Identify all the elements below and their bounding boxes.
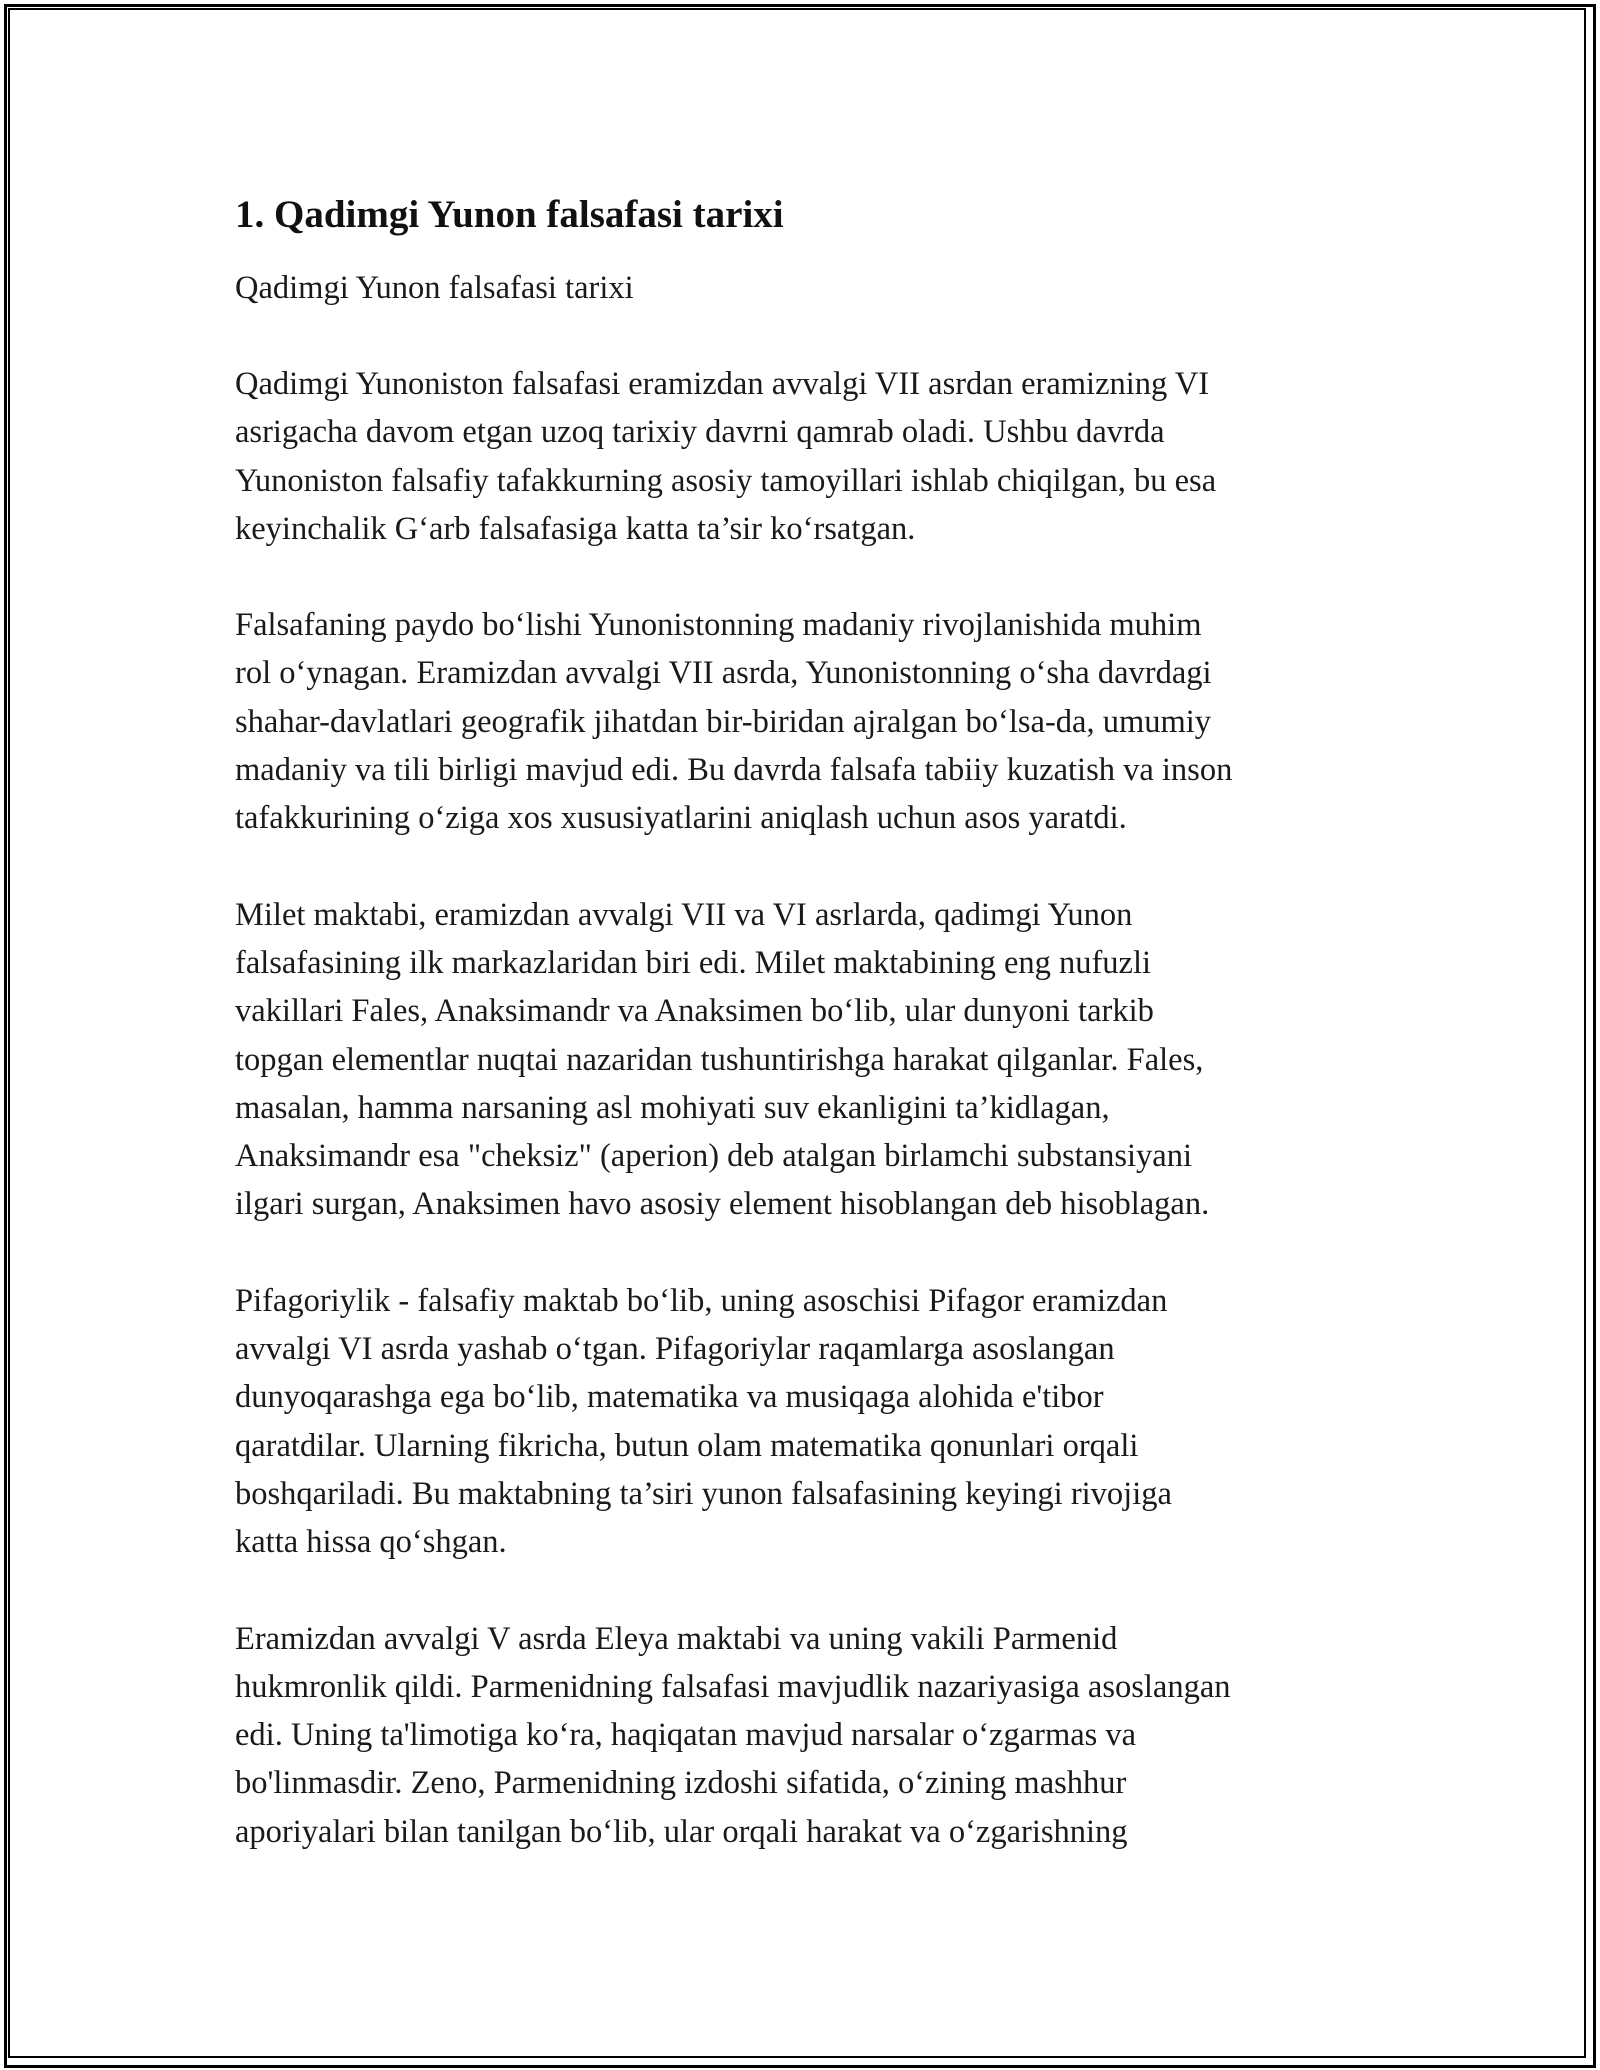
paragraph-line: rol o‘ynagan. Eramizdan avvalgi VII asrda, Yunonistonning o‘sha davrdagi bbox=[235, 655, 1212, 692]
paragraph-line: dunyoqarashga ega bo‘lib, matematika va musiqaga alohida e'tibor bbox=[235, 1379, 1104, 1416]
paragraph-1 bbox=[235, 360, 1370, 553]
paragraph-line: keyinchalik G‘arb falsafasiga katta ta’sir ko‘rsatgan. bbox=[235, 510, 916, 547]
paragraph-5 bbox=[235, 1615, 1370, 1856]
paragraph-line: falsafasining ilk markazlaridan biri edi. Milet maktabining eng nufuzli bbox=[235, 944, 1152, 981]
paragraph-line: madaniy va tili birligi mavjud edi. Bu davrda falsafa tabiiy kuzatish va inson bbox=[235, 752, 1233, 789]
paragraph-line: boshqariladi. Bu maktabning ta’siri yunon falsafasining keyingi rivojiga bbox=[235, 1475, 1172, 1512]
paragraph-line: vakillari Fales, Anaksimandr va Anaksimen bo‘lib, ular dunyoni tarkib bbox=[235, 993, 1154, 1030]
paragraph-line: Falsafaning paydo bo‘lishi Yunonistonning madaniy rivojlanishida muhim bbox=[235, 607, 1202, 644]
paragraph-3 bbox=[235, 891, 1370, 1229]
paragraph-2 bbox=[235, 601, 1370, 842]
subtitle: Qadimgi Yunon falsafasi tarixi bbox=[235, 270, 634, 306]
paragraph-line: ilgari surgan, Anaksimen havo asosiy element hisoblangan deb hisoblagan. bbox=[235, 1186, 1210, 1223]
paragraph-line: masalan, hamma narsaning asl mohiyati suv ekanligini ta’kidlagan, bbox=[235, 1089, 1110, 1126]
paragraph-line: Pifagoriylik - falsafiy maktab bo‘lib, uning asoschisi Pifagor eramizdan bbox=[235, 1282, 1168, 1319]
paragraph-line: shahar-davlatlari geografik jihatdan bir-biridan ajralgan bo‘lsa-da, umumiy bbox=[235, 703, 1212, 740]
paragraph-line: tafakkurining o‘ziga xos xususiyatlarini aniqlash uchun asos yaratdi. bbox=[235, 800, 1127, 837]
paragraph-line: Yunoniston falsafiy tafakkurning asosiy tamoyillari ishlab chiqilgan, bu esa bbox=[235, 462, 1217, 499]
paragraph-4 bbox=[235, 1277, 1370, 1567]
paragraph-line: Qadimgi Yunoniston falsafasi eramizdan avvalgi VII asrdan eramizning VI bbox=[235, 366, 1210, 402]
paragraph-line: hukmronlik qildi. Parmenidning falsafasi mavjudlik nazariyasiga asoslangan bbox=[235, 1668, 1231, 1705]
paragraph-line: katta hissa qo‘shgan. bbox=[235, 1524, 507, 1561]
document-body bbox=[235, 188, 1370, 1856]
paragraph-line: Milet maktabi, eramizdan avvalgi VII va VI asrlarda, qadimgi Yunon bbox=[235, 896, 1133, 933]
page-title: 1. Qadimgi Yunon falsafasi tarixi bbox=[235, 193, 784, 236]
paragraph-line: bo'linmasdir. Zeno, Parmenidning izdoshi sifatida, o‘zining mashhur bbox=[235, 1765, 1127, 1802]
paragraph-line: Anaksimandr esa "cheksiz" (aperion) deb atalgan birlamchi substansiyani bbox=[235, 1138, 1192, 1175]
paragraph-line: topgan elementlar nuqtai nazaridan tushuntirishga harakat qilganlar. Fales, bbox=[235, 1041, 1204, 1078]
paragraph-line: aporiyalari bilan tanilgan bo‘lib, ular orqali harakat va o‘zgarishning bbox=[235, 1813, 1128, 1850]
paragraph-line: asrigacha davom etgan uzoq tarixiy davrni qamrab oladi. Ushbu davrda bbox=[235, 414, 1165, 451]
paragraph-line: edi. Uning ta'limotiga ko‘ra, haqiqatan mavjud narsalar o‘zgarmas va bbox=[235, 1717, 1137, 1754]
paragraph-line: avvalgi VI asrda yashab o‘tgan. Pifagoriylar raqamlarga asoslangan bbox=[235, 1331, 1115, 1368]
paragraph-line: qaratdilar. Ularning fikricha, butun olam matematika qonunlari orqali bbox=[235, 1427, 1139, 1464]
paragraph-line: Eramizdan avvalgi V asrda Eleya maktabi va uning vakili Parmenid bbox=[235, 1620, 1118, 1657]
